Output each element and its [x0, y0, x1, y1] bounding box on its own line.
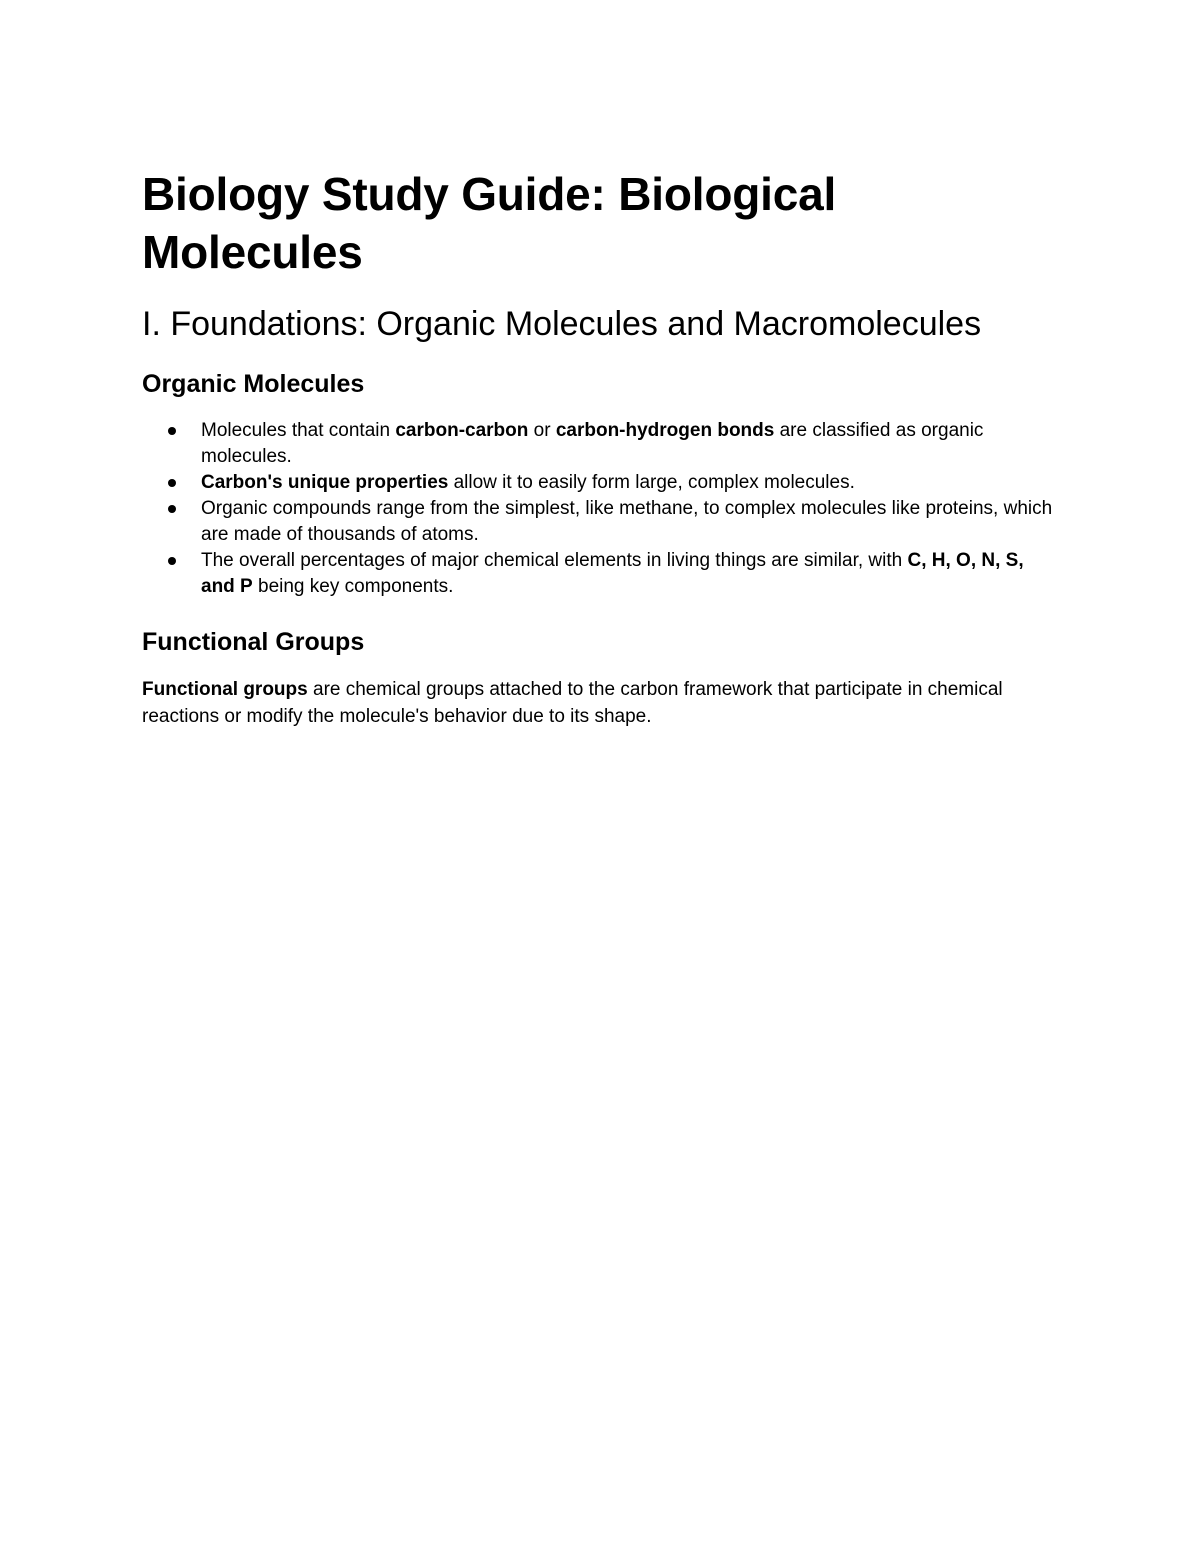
- text-run: allow it to easily form large, complex molecules.: [448, 472, 855, 493]
- text-run: are classified as organic molecules.: [201, 420, 984, 467]
- bullet-icon: [168, 505, 176, 513]
- bold-text: carbon-hydrogen bonds: [555, 420, 775, 441]
- bold-text: Carbon's unique properties: [201, 472, 449, 493]
- bullet-icon: [168, 557, 176, 565]
- bold-text: Functional groups: [142, 679, 308, 700]
- bullet-icon: [168, 427, 176, 435]
- document-page: [142, 165, 1062, 730]
- list-item: [142, 496, 1062, 548]
- organic-molecules-list: [142, 418, 1062, 600]
- list-item: [142, 418, 1062, 470]
- text-run: being key components.: [252, 576, 454, 597]
- text-run: Molecules that contain: [201, 420, 396, 441]
- text-run: The overall percentages of major chemical elements in living things are similar, with: [201, 550, 908, 571]
- text-run: or: [528, 420, 556, 441]
- subheading-organic-molecules: Organic Molecules: [142, 370, 365, 398]
- bullet-icon: [168, 479, 176, 487]
- list-item: [142, 470, 1062, 496]
- functional-groups-paragraph: [142, 676, 1062, 730]
- text-run: are chemical groups attached to the carbon framework that participate in chemical reactions or modify the molecule's behavior due to its shape.: [142, 679, 1003, 727]
- list-item: [142, 548, 1062, 600]
- bold-text: C, H, O, N, S, and P: [201, 550, 1024, 597]
- subheading-functional-groups: Functional Groups: [142, 628, 365, 656]
- section-heading-foundations: I. Foundations: Organic Molecules and Macromolecules: [142, 305, 982, 343]
- text-run: Organic compounds range from the simplest, like methane, to complex molecules like proteins, which are made of thousands of atoms.: [201, 498, 1053, 545]
- bold-text: carbon-carbon: [395, 420, 529, 441]
- document-title: Biology Study Guide: Biological Molecules: [142, 168, 837, 278]
